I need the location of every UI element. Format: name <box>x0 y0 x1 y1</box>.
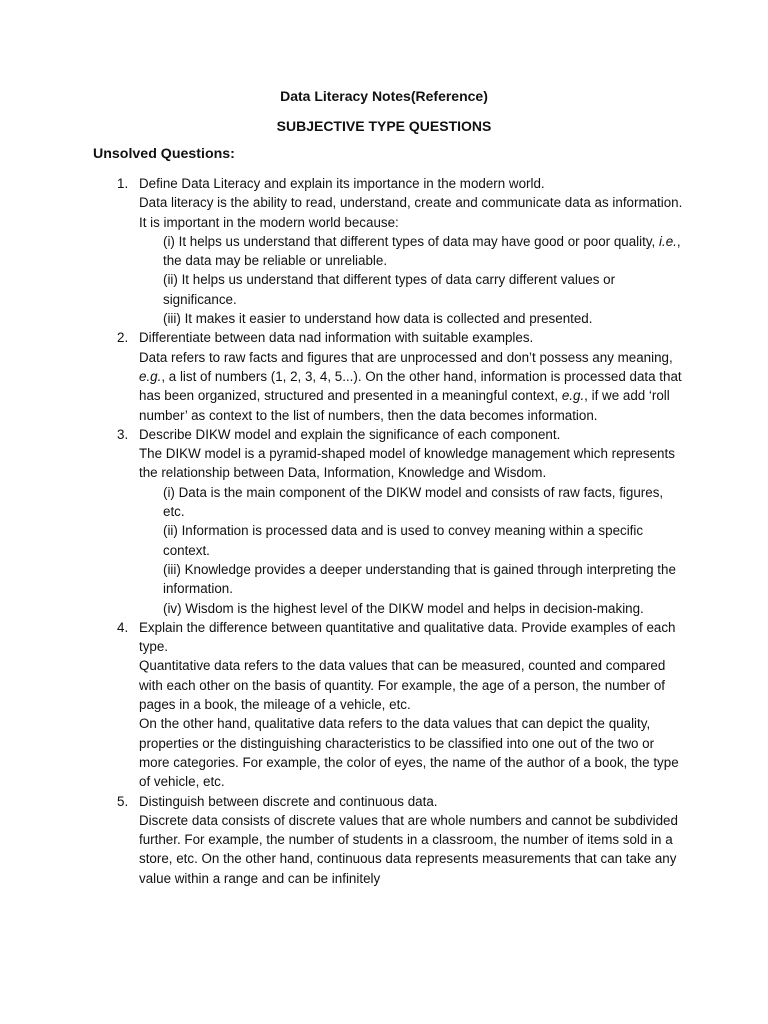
answer-text: Quantitative data refers to the data values that can be measured, counted and compared with each other on the basis of quantity. For example, the age of a person, the number of pages in a book, the mileage of a vehicle, etc. <box>139 658 666 713</box>
answer-text: Discrete data consists of discrete values that are whole numbers and cannot be subdivided further. For example, the number of students in a classroom, the number of items sold in a store, etc. On the other hand, continuous data represents measurements that can take any value within a range and can be infinitely <box>139 812 678 886</box>
answer-point: (iii) It makes it easier to understand how data is collected and presented. <box>163 311 593 327</box>
question-number: 1. <box>117 176 129 191</box>
answer-text: The DIKW model is a pyramid-shaped model of knowledge management which represents the relationship between Data, Information, Knowledge and Wisdom. <box>139 446 675 481</box>
answer-point: (i) Data is the main component of the DIKW model and consists of raw facts, figures, etc. <box>163 484 664 520</box>
answer-text: Data literacy is the ability to read, understand, create and communicate data as information. It is important in the modern world because: <box>139 195 683 230</box>
question-number: 5. <box>117 793 129 809</box>
question-text: Distinguish between discrete and continuous data. <box>139 793 438 809</box>
question-item-5 <box>117 792 684 888</box>
answer-point: (ii) Information is processed data and is used to convey meaning within a specific context. <box>163 523 644 558</box>
question-item-4 <box>117 618 684 792</box>
question-text: Explain the difference between quantitative and qualitative data. Provide examples of each type. <box>139 619 676 655</box>
answer-text: Data refers to raw facts and figures that are unprocessed and don’t possess any meaning, e.g., a list of numbers (1, 2, 3, 4, 5...). On the other hand, information is processed data that has been organized, structured and presented in a meaningful context, e.g., if we add ‘roll number’ as context to the list of numbers, then the data becomes information. <box>139 349 682 423</box>
question-number: 2. <box>117 330 129 346</box>
question-item-3 <box>117 425 684 618</box>
question-text: Differentiate between data nad information with suitable examples. <box>139 330 534 346</box>
section-heading: Unsolved Questions: <box>93 146 235 162</box>
question-item-1 <box>117 174 684 328</box>
question-number: 3. <box>117 426 129 442</box>
question-number: 4. <box>117 619 129 635</box>
answer-point: (iv) Wisdom is the highest level of the DIKW model and helps in decision-making. <box>163 600 644 616</box>
document-subtitle: SUBJECTIVE TYPE QUESTIONS <box>276 118 492 134</box>
answer-text: On the other hand, qualitative data refers to the data values that can depict the quality, properties or the distinguishing characteristics to be classified into one out of the two or more categories. For example, the color of eyes, the name of the author of a book, the type of vehicle, etc. <box>139 716 679 790</box>
answer-point: (ii) It helps us understand that different types of data carry different values or significance. <box>163 272 616 307</box>
question-text: Describe DIKW model and explain the significance of each component. <box>139 426 561 442</box>
question-item-2 <box>117 328 684 424</box>
document-title: Data Literacy Notes(Reference) <box>280 88 488 104</box>
answer-point: (iii) Knowledge provides a deeper understanding that is gained through interpreting the information. <box>163 561 676 597</box>
answer-point: (i) It helps us understand that different types of data may have good or poor quality, i.e., the data may be reliable or unreliable. <box>163 233 681 269</box>
question-text: Define Data Literacy and explain its importance in the modern world. <box>139 176 545 191</box>
question-list <box>117 174 684 888</box>
